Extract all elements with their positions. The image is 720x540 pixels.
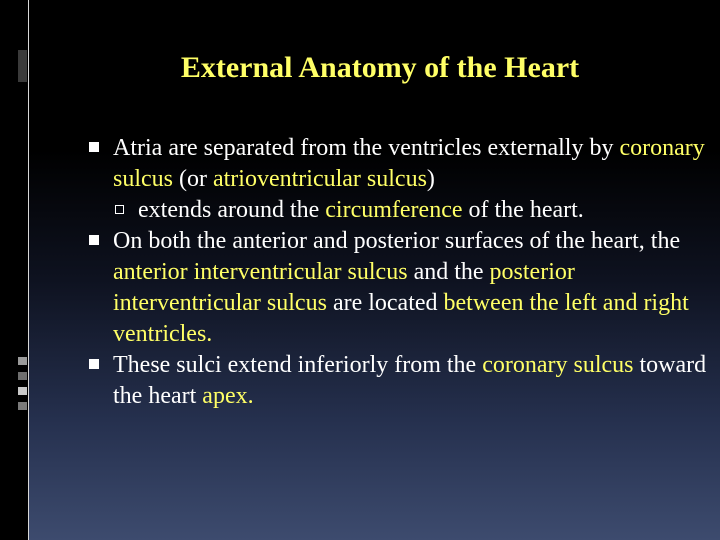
- bullet-item: [113, 195, 708, 226]
- decor-square-1: [18, 357, 27, 365]
- bullet-item: [88, 226, 708, 350]
- highlighted-term: coronary sulcus: [482, 352, 634, 378]
- bullet-text: On both the anterior and posterior surfaces of the heart, the: [113, 228, 681, 254]
- bullet-text: (or: [173, 166, 213, 192]
- bullet-text: toward the heart: [113, 352, 707, 409]
- highlighted-term: anterior interventricular sulcus: [113, 259, 408, 285]
- square-bullet-icon: [89, 359, 99, 369]
- bullet-text: and the: [407, 259, 490, 285]
- bullet-text: Atria are separated from the ventricles externally by: [113, 135, 620, 161]
- bullet-text: of the heart.: [462, 197, 584, 223]
- highlighted-term: between the left and right ventricles.: [113, 290, 689, 347]
- bullet-text: are located: [326, 290, 444, 316]
- bullet-text: These sulci extend inferiorly from the: [113, 352, 483, 378]
- bullet-item: [88, 133, 708, 195]
- highlighted-term: atrioventricular sulcus: [212, 166, 427, 192]
- bullet-text: extends around the: [138, 197, 326, 223]
- highlighted-term: apex.: [202, 383, 254, 409]
- square-bullet-icon: [89, 142, 99, 152]
- hollow-square-bullet-icon: [115, 205, 124, 214]
- slide-title: External Anatomy of the Heart: [180, 51, 580, 84]
- square-bullet-icon: [89, 235, 99, 245]
- bullet-text: ): [426, 166, 435, 192]
- decor-block-top: [18, 50, 27, 82]
- highlighted-term: coronary sulcus: [113, 135, 705, 192]
- highlighted-term: circumference: [325, 197, 463, 223]
- decor-square-2: [18, 372, 27, 380]
- highlighted-term: posterior interventricular sulcus: [113, 259, 575, 316]
- decor-square-4: [18, 402, 27, 410]
- bullet-item: [88, 350, 708, 412]
- bullet-list: [88, 133, 708, 412]
- left-divider-line: [28, 0, 29, 540]
- decor-square-3: [18, 387, 27, 395]
